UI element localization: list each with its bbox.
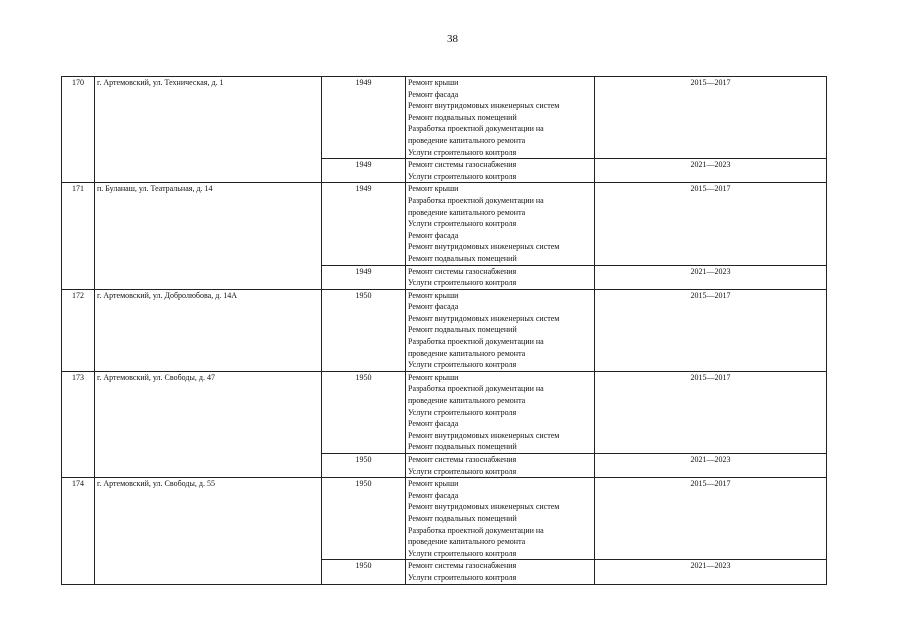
work-item: проведение капитального ремонта <box>408 135 526 145</box>
repair-period: 2015—2017 <box>595 77 827 159</box>
work-item: проведение капитального ремонта <box>408 537 526 547</box>
build-year: 1949 <box>322 77 406 159</box>
work-item: Ремонт подвальных помещений <box>408 442 517 452</box>
works-list <box>406 478 595 560</box>
entry-address: г. Артемовский, ул. Техническая, д. 1 <box>95 77 322 183</box>
repair-period: 2015—2017 <box>595 371 827 453</box>
work-item: Ремонт крыши <box>408 479 459 489</box>
work-item: Ремонт фасада <box>408 230 459 240</box>
works-list <box>406 77 595 159</box>
repair-period: 2015—2017 <box>595 183 827 265</box>
work-item: Услуги строительного контроля <box>408 360 517 370</box>
work-item: Ремонт фасада <box>408 490 459 500</box>
build-year: 1949 <box>322 265 406 289</box>
build-year: 1949 <box>322 159 406 183</box>
works-list <box>406 371 595 453</box>
table-row <box>62 183 827 265</box>
work-item: проведение капитального ремонта <box>408 348 526 358</box>
entry-address: п. Буланаш, ул. Театральная, д. 14 <box>95 183 322 289</box>
repair-period: 2021—2023 <box>595 159 827 183</box>
work-item: Ремонт крыши <box>408 184 459 194</box>
work-item: Ремонт подвальных помещений <box>408 513 517 523</box>
works-list <box>406 265 595 289</box>
work-item: Ремонт фасада <box>408 419 459 429</box>
entry-number: 171 <box>62 183 95 289</box>
work-item: Ремонт подвальных помещений <box>408 325 517 335</box>
work-item: Услуги строительного контроля <box>408 278 517 288</box>
work-item: Ремонт системы газоснабжения <box>408 561 517 571</box>
work-item: Ремонт внутридомовых инженерных систем <box>408 502 560 512</box>
work-item: Ремонт внутридомовых инженерных систем <box>408 313 560 323</box>
work-item: Услуги строительного контроля <box>408 171 517 181</box>
work-item: Разработка проектной документации на <box>408 124 544 134</box>
table-row <box>62 77 827 159</box>
repair-period: 2021—2023 <box>595 454 827 478</box>
page-number: 38 <box>447 33 458 45</box>
work-item: Ремонт подвальных помещений <box>408 253 517 263</box>
work-item: Разработка проектной документации на <box>408 337 544 347</box>
entry-address: г. Артемовский, ул. Добролюбова, д. 14А <box>95 289 322 371</box>
table-row <box>62 371 827 453</box>
work-item: Ремонт подвальных помещений <box>408 112 517 122</box>
build-year: 1950 <box>322 371 406 453</box>
table-row <box>62 478 827 560</box>
repair-period: 2015—2017 <box>595 289 827 371</box>
build-year: 1950 <box>322 454 406 478</box>
repair-period: 2021—2023 <box>595 560 827 584</box>
work-item: Разработка проектной документации на <box>408 384 544 394</box>
work-item: Услуги строительного контроля <box>408 407 517 417</box>
build-year: 1949 <box>322 183 406 265</box>
work-item: Услуги строительного контроля <box>408 147 517 157</box>
entry-number: 173 <box>62 371 95 477</box>
work-item: Ремонт внутридомовых инженерных систем <box>408 242 560 252</box>
work-item: Ремонт крыши <box>408 290 459 300</box>
work-item: проведение капитального ремонта <box>408 396 526 406</box>
repair-period: 2021—2023 <box>595 265 827 289</box>
work-item: Ремонт крыши <box>408 78 459 87</box>
entry-address: г. Артемовский, ул. Свободы, д. 55 <box>95 478 322 584</box>
work-item: Ремонт фасада <box>408 89 459 99</box>
work-item: Ремонт фасада <box>408 302 459 312</box>
work-item: Ремонт внутридомовых инженерных систем <box>408 101 560 111</box>
build-year: 1950 <box>322 478 406 560</box>
work-item: Ремонт системы газоснабжения <box>408 266 517 276</box>
repair-period: 2015—2017 <box>595 478 827 560</box>
entry-number: 170 <box>62 77 95 183</box>
work-item: проведение капитального ремонта <box>408 207 526 217</box>
table-row <box>62 289 827 371</box>
work-item: Ремонт системы газоснабжения <box>408 160 517 170</box>
entry-address: г. Артемовский, ул. Свободы, д. 47 <box>95 371 322 477</box>
works-list <box>406 454 595 478</box>
works-list <box>406 289 595 371</box>
work-item: Услуги строительного контроля <box>408 548 517 558</box>
work-item: Разработка проектной документации на <box>408 525 544 535</box>
work-item: Ремонт системы газоснабжения <box>408 455 517 464</box>
work-item: Ремонт внутридомовых инженерных систем <box>408 430 560 440</box>
entry-number: 172 <box>62 289 95 371</box>
capital-repair-table <box>61 76 827 585</box>
work-item: Ремонт крыши <box>408 372 459 382</box>
work-item: Разработка проектной документации на <box>408 195 544 205</box>
work-item: Услуги строительного контроля <box>408 219 517 229</box>
works-list <box>406 159 595 183</box>
entry-number: 174 <box>62 478 95 584</box>
build-year: 1950 <box>322 560 406 584</box>
works-list <box>406 560 595 584</box>
works-list <box>406 183 595 265</box>
build-year: 1950 <box>322 289 406 371</box>
work-item: Услуги строительного контроля <box>408 572 517 582</box>
work-item: Услуги строительного контроля <box>408 466 517 476</box>
table-body <box>62 77 827 585</box>
